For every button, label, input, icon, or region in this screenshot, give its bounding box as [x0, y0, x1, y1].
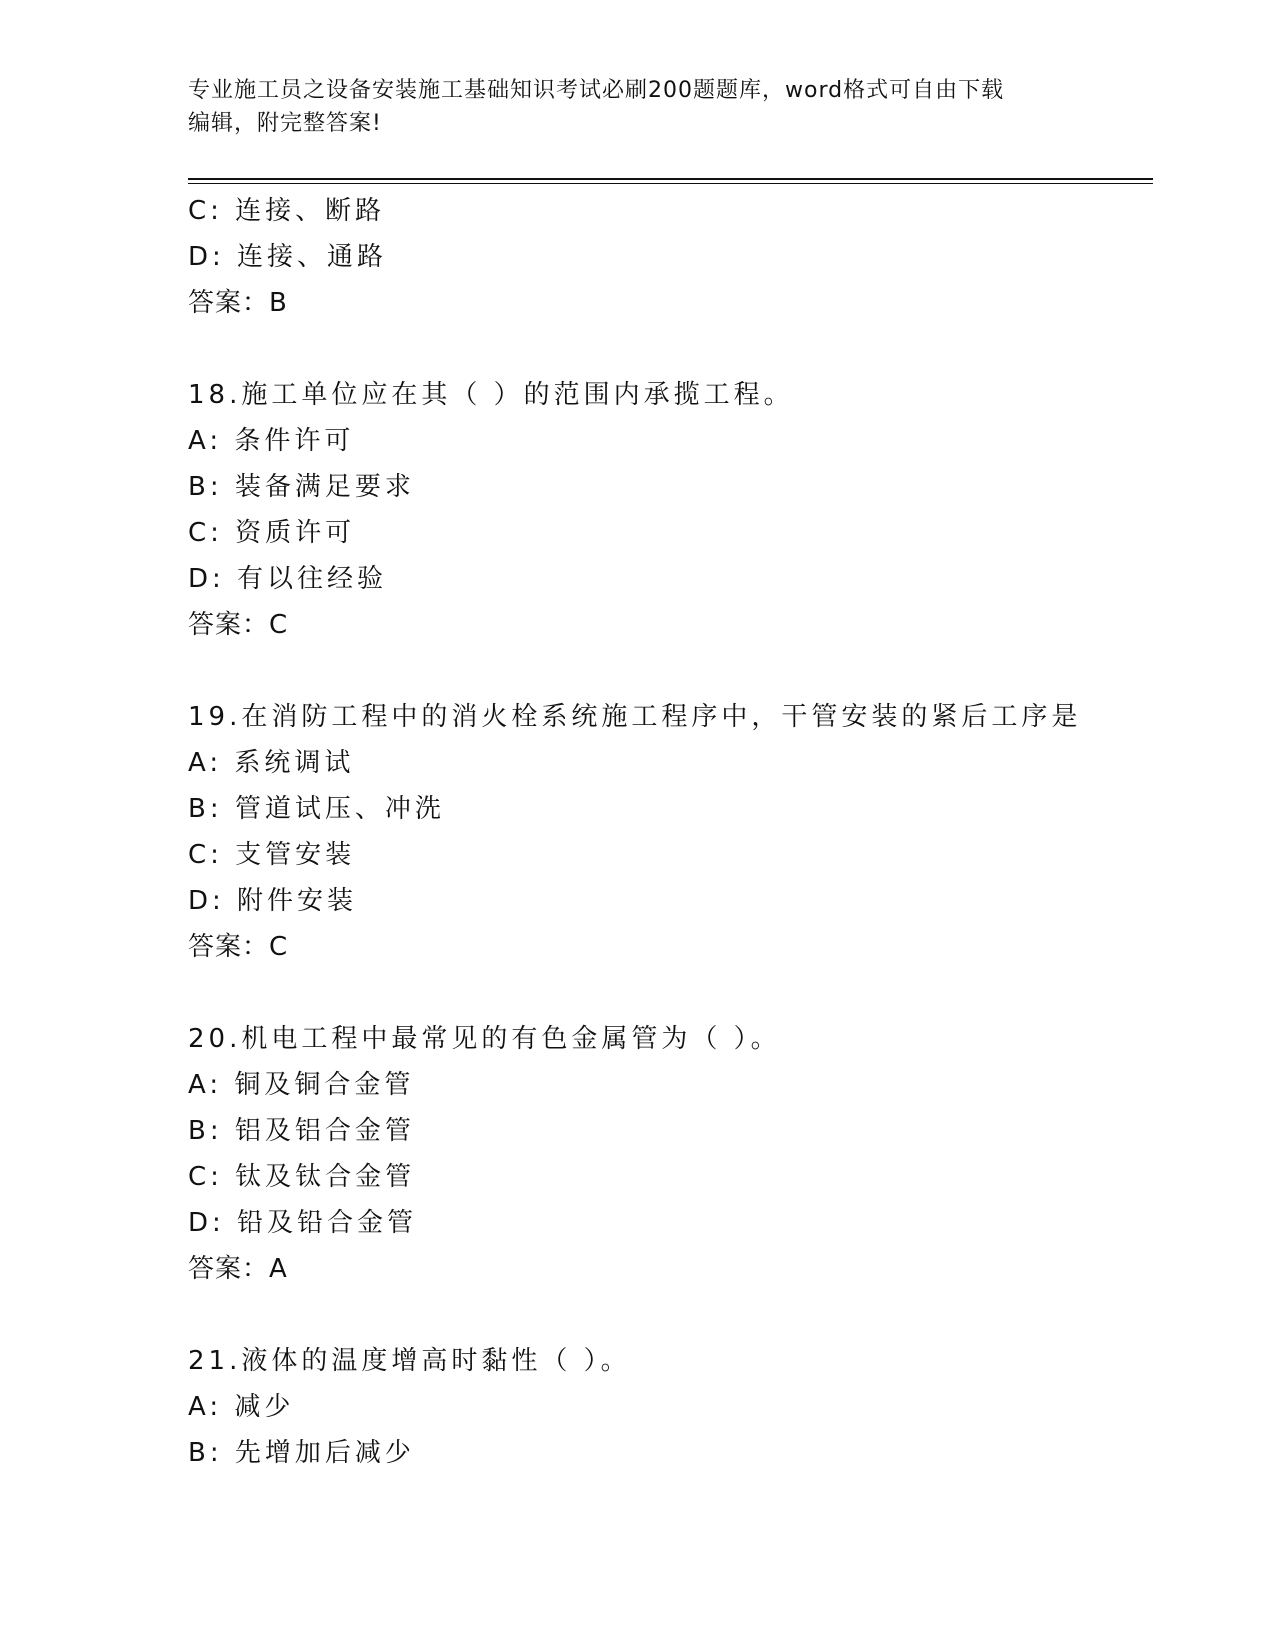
option-a: A: 铜及铜合金管 [188, 1070, 415, 1100]
header-line-2: 编辑，附完整答案! [188, 111, 382, 136]
question-text: 20.机电工程中最常见的有色金属管为（ ）。 [188, 1024, 781, 1054]
spacer [188, 648, 1153, 694]
spacer [188, 326, 1153, 372]
option-a: A: 条件许可 [188, 426, 355, 456]
option-c: C: 支管安装 [188, 840, 356, 870]
answer-label: 答案：B [188, 288, 288, 318]
option-b: B: 装备满足要求 [188, 472, 415, 502]
spacer [188, 970, 1153, 1016]
answer-label: 答案：C [188, 610, 289, 640]
question-20 [188, 1016, 1153, 1292]
spacer [188, 1292, 1153, 1338]
option-c: C: 资质许可 [188, 518, 356, 548]
question-text: 18.施工单位应在其（ ）的范围内承揽工程。 [188, 380, 794, 410]
option-d: D: 连接、通路 [188, 242, 388, 272]
question-18 [188, 372, 1153, 648]
answer-label: 答案：C [188, 932, 289, 962]
option-d: D: 有以往经验 [188, 564, 388, 594]
option-a: A: 减少 [188, 1392, 295, 1422]
question-21 [188, 1338, 1153, 1476]
question-text: 19.在消防工程中的消火栓系统施工程序中，干管安装的紧后工序是 [188, 702, 1082, 732]
option-b: B: 管道试压、冲洗 [188, 794, 445, 824]
question-list [188, 188, 1153, 1476]
question-17 [188, 188, 1153, 326]
option-b: B: 铝及铝合金管 [188, 1116, 415, 1146]
header-line-1: 专业施工员之设备安装施工基础知识考试必刷200题题库，word格式可自由下载 [188, 78, 1005, 103]
header-divider-thin [188, 183, 1153, 184]
option-d: D: 附件安装 [188, 886, 358, 916]
question-text: 21.液体的温度增高时黏性（ ）。 [188, 1346, 631, 1376]
question-19 [188, 694, 1153, 970]
header-divider-thick [188, 178, 1153, 180]
option-a: A: 系统调试 [188, 748, 355, 778]
option-b: B: 先增加后减少 [188, 1438, 415, 1468]
document-header [188, 74, 1088, 140]
option-c: C: 连接、断路 [188, 196, 386, 226]
option-d: D: 铅及铅合金管 [188, 1208, 418, 1238]
option-c: C: 钛及钛合金管 [188, 1162, 416, 1192]
answer-label: 答案：A [188, 1254, 288, 1284]
